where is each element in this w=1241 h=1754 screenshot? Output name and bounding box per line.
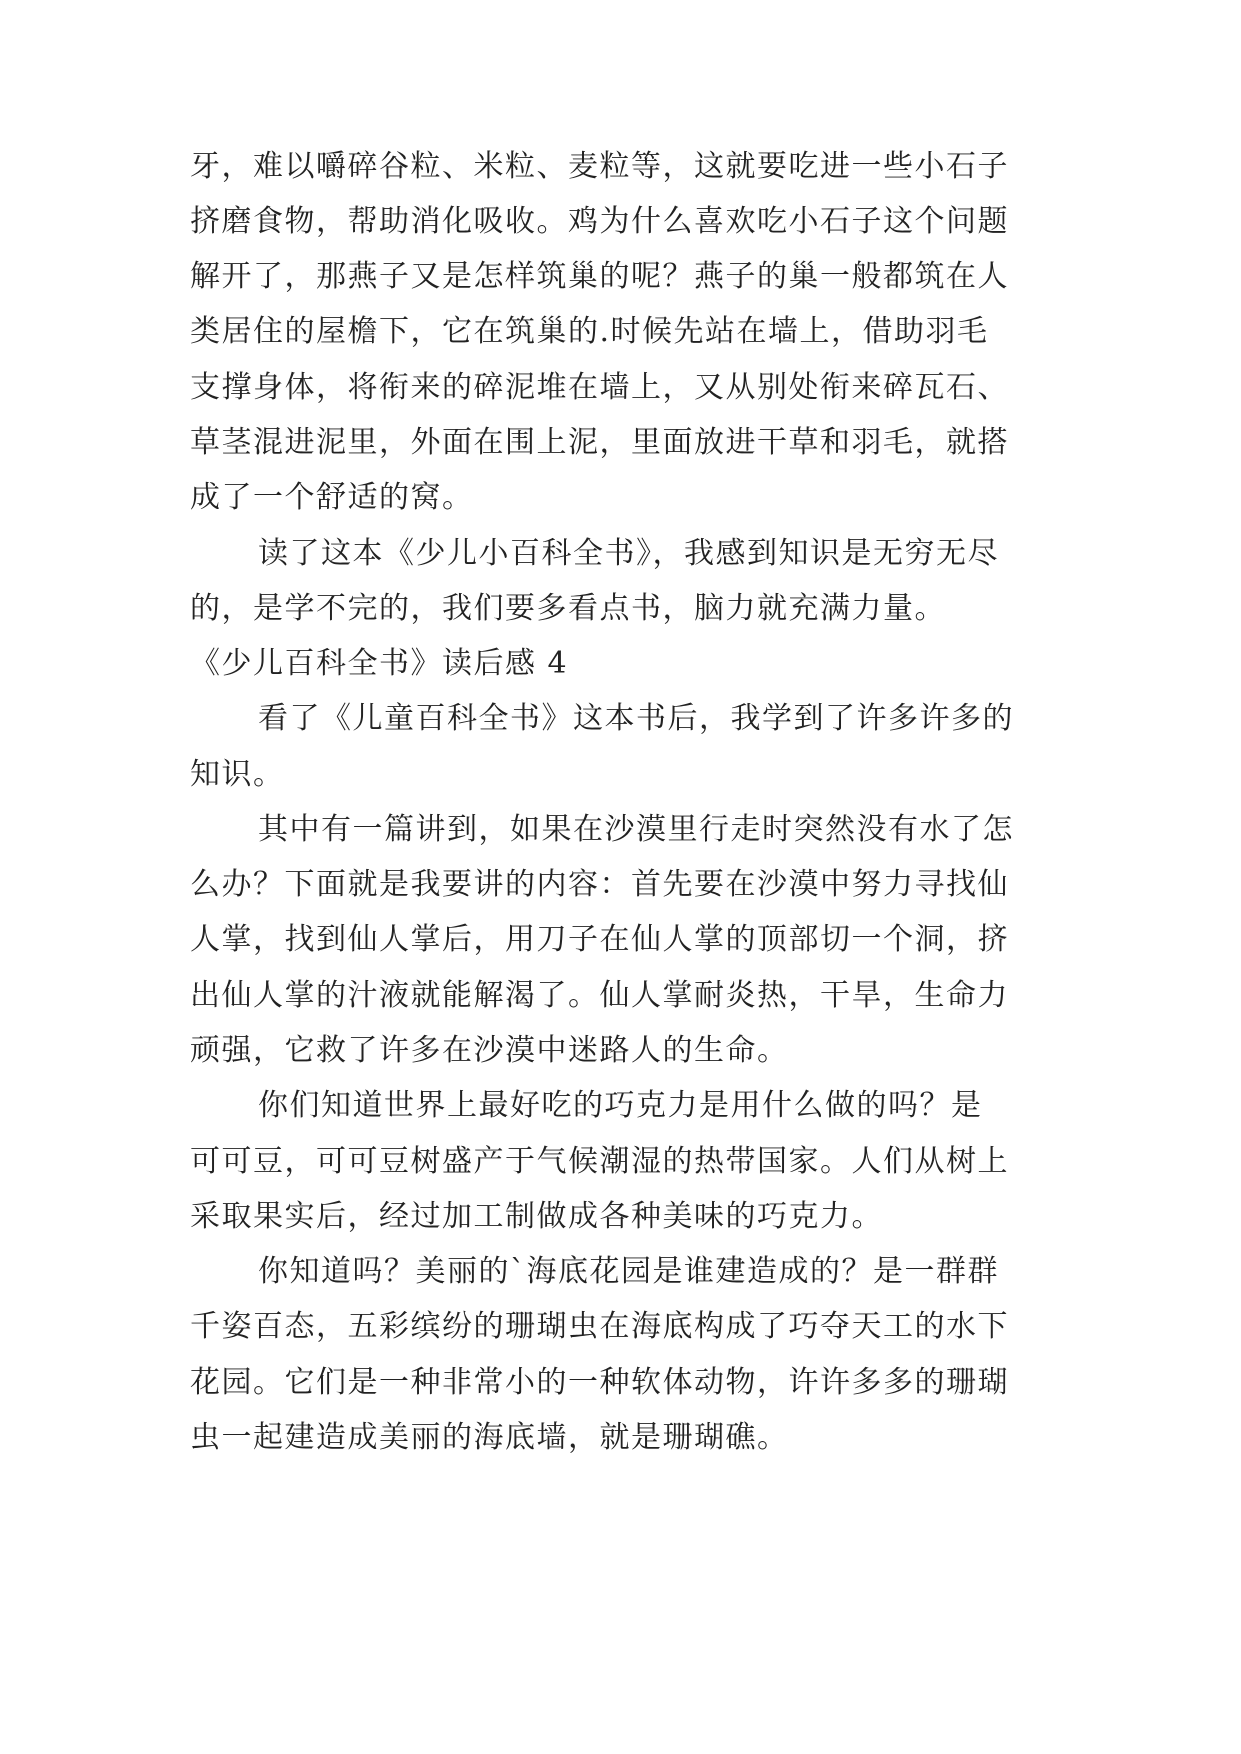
text-line: 的，是学不完的，我们要多看点书，脑力就充满力量。 <box>190 591 946 626</box>
text-line: 采取果实后，经过加工制做成各种美味的巧克力。 <box>190 1199 883 1234</box>
text-line: 草茎混进泥里，外面在围上泥，里面放进干草和羽毛，就搭 <box>190 425 1009 460</box>
paragraph-first-line: 其中有一篇讲到，如果在沙漠里行走时突然没有水了怎 <box>258 812 1014 847</box>
text-line: 花园。它们是一种非常小的一种软体动物，许许多多的珊瑚 <box>190 1365 1009 1400</box>
text-line: 知识。 <box>190 757 285 792</box>
section-heading: 《少儿百科全书》读后感 4 <box>190 646 569 681</box>
text-line: 千姿百态，五彩缤纷的珊瑚虫在海底构成了巧夺天工的水下 <box>190 1309 1009 1344</box>
text-line: 顽强，它救了许多在沙漠中迷路人的生命。 <box>190 1033 789 1068</box>
text-line: 成了一个舒适的窝。 <box>190 480 474 515</box>
paragraph-first-line: 看了《儿童百科全书》这本书后，我学到了许多许多的 <box>258 701 1014 736</box>
paragraph-first-line: 读了这本《少儿小百科全书》，我感到知识是无穷无尽 <box>258 536 999 571</box>
paragraph-first-line: 你们知道世界上最好吃的巧克力是用什么做的吗？是 <box>258 1088 983 1123</box>
text-line: 解开了，那燕子又是怎样筑巢的呢？燕子的巢一般都筑在人 <box>190 259 1009 294</box>
text-line: 支撑身体，将衔来的碎泥堆在墙上，又从别处衔来碎瓦石、 <box>190 370 1009 405</box>
text-line: 类居住的屋檐下，它在筑巢的.时候先站在墙上，借助羽毛 <box>190 314 989 349</box>
text-line: 么办？下面就是我要讲的内容：首先要在沙漠中努力寻找仙 <box>190 867 1009 902</box>
text-line: 牙，难以嚼碎谷粒、米粒、麦粒等，这就要吃进一些小石子 <box>190 149 1009 184</box>
text-line: 人掌，找到仙人掌后，用刀子在仙人掌的顶部切一个洞，挤 <box>190 922 1009 957</box>
text-line: 可可豆，可可豆树盛产于气候潮湿的热带国家。人们从树上 <box>190 1144 1009 1179</box>
text-line: 挤磨食物，帮助消化吸收。鸡为什么喜欢吃小石子这个问题 <box>190 204 1009 239</box>
text-line: 出仙人掌的汁液就能解渴了。仙人掌耐炎热，干旱，生命力 <box>190 978 1009 1013</box>
paragraph-first-line: 你知道吗？美丽的`海底花园是谁建造成的？是一群群 <box>258 1254 999 1289</box>
text-line: 虫一起建造成美丽的海底墙，就是珊瑚礁。 <box>190 1420 789 1455</box>
